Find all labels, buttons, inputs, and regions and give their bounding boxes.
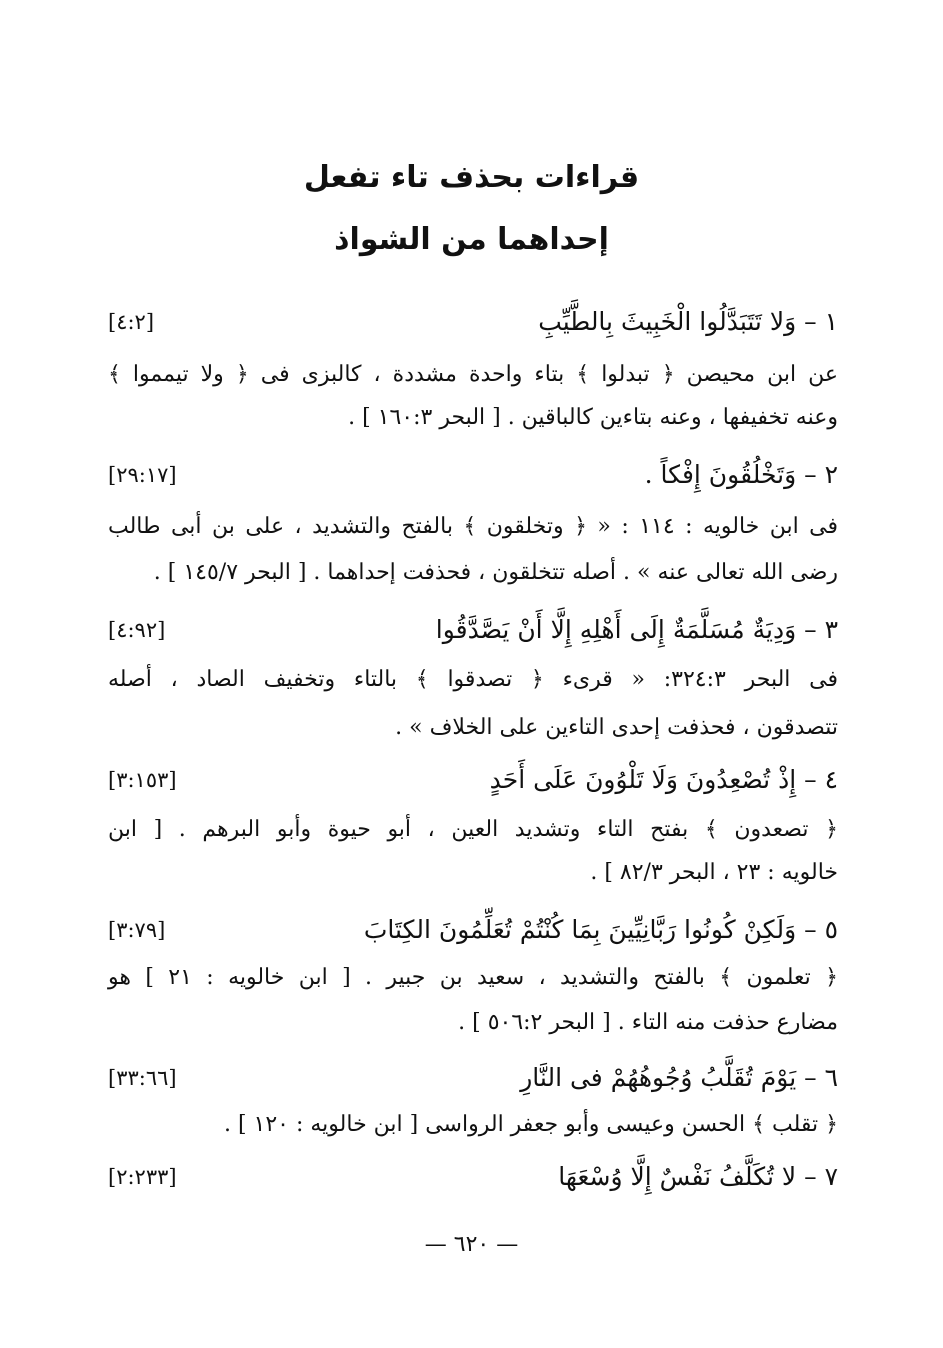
verse-line-1 [108,302,838,342]
commentary-line: مضارع حذفت منه التاء . [ البحر ٥٠٦:٢ ] . [458,1010,838,1035]
verse-reference: [٢٩:١٧] [108,463,177,487]
page-title: قراءات بحذف تاء تفعل [303,160,640,195]
verse-reference: [٣:١٥٣] [108,768,177,792]
commentary-line: فى ابن خالويه : ١١٤ : « ﴿ وتخلقون ﴾ بالفتح والتشديد ، على بن أبى طالب [108,514,839,539]
commentary-line: ﴿ تقلب ﴾ الحسن وعيسى وأبو جعفر الرواسى [ ابن خالويه : ١٢٠ ] . [223,1112,838,1137]
verse-reference: [٣:٧٩] [108,918,166,942]
verse-reference: [٣٣:٦٦] [108,1066,177,1090]
verse-text: ٧ – لا تُكَلَّفُ نَفْسٌ إِلَّا وُسْعَهَا [558,1162,838,1191]
commentary-line: عن ابن محيصن ﴿ تبدلوا ﴾ بتاء واحدة مشددة ، كالبزى فى ﴿ ولا تيمموا ﴾ [108,362,838,387]
page-subtitle: إحداهما من الشواذ [334,222,609,257]
commentary-line: رضى الله تعالى عنه » . أصله تتخلقون ، فحذفت إحداهما . [ البحر ١٤٥/٧ ] . [153,560,838,585]
page-number: — ٦٢٠ — [424,1232,519,1257]
verse-line-5 [108,910,838,950]
commentary-line: وعنه تخفيفها ، وعنه بتاءين كالباقين . [ البحر ١٦٠:٣ ] . [348,405,838,430]
verse-line-6 [108,1058,838,1098]
commentary-line: ﴿ تعلمون ﴾ بالفتح والتشديد ، سعيد بن جبير . [ ابن خالويه : ٢١ ] هو [108,965,838,990]
verse-text: ٦ – يَوْمَ تُقَلَّبُ وُجُوهُهُمْ فى النَّارِ [520,1063,838,1092]
verse-line-7 [108,1157,838,1197]
verse-reference: [٢:٢٣٣] [108,1165,177,1189]
commentary-line: خالويه : ٢٣ ، البحر ٨٢/٣ ] . [590,860,838,885]
verse-reference: [٤:٢] [108,310,155,334]
verse-text: ١ – وَلا تَتَبَدَّلُوا الْخَبِيثَ بِالطَّيِّبِ [538,307,838,336]
verse-reference: [٤:٩٢] [108,618,166,642]
verse-text: ٢ – وَتَخْلُقُونَ إِفْكاً . [644,460,838,489]
verse-text: ٤ – إِذْ تُصْعِدُونَ وَلَا تَلْوُونَ عَلَى أَحَدٍ [489,765,838,794]
commentary-line: تتصدقون ، فحذفت إحدى التاءين على الخلاف » . [395,715,838,740]
verse-text: ٥ – وَلَكِنْ كُونُوا رَبَّانِيِّينَ بِمَا كُنْتُمْ تُعَلِّمُونَ الكِتَابَ [363,915,838,944]
verse-text: ٣ – وَدِيَةٌ مُسَلَّمَةٌ إِلَى أَهْلِهِ إِلَّا أَنْ يَصَّدَّقُوا [435,615,838,644]
commentary-line: فى البحر ٣٢٤:٣: « قرىء ﴿ تصدقوا ﴾ بالتاء وتخفيف الصاد ، أصله [108,667,839,692]
commentary-line: ﴿ تصعدون ﴾ بفتح التاء وتشديد العين ، أبو حيوة وأبو البرهم . [ ابن [108,817,838,842]
verse-line-4 [108,760,838,800]
verse-line-3 [108,610,838,650]
verse-line-2 [108,455,838,495]
